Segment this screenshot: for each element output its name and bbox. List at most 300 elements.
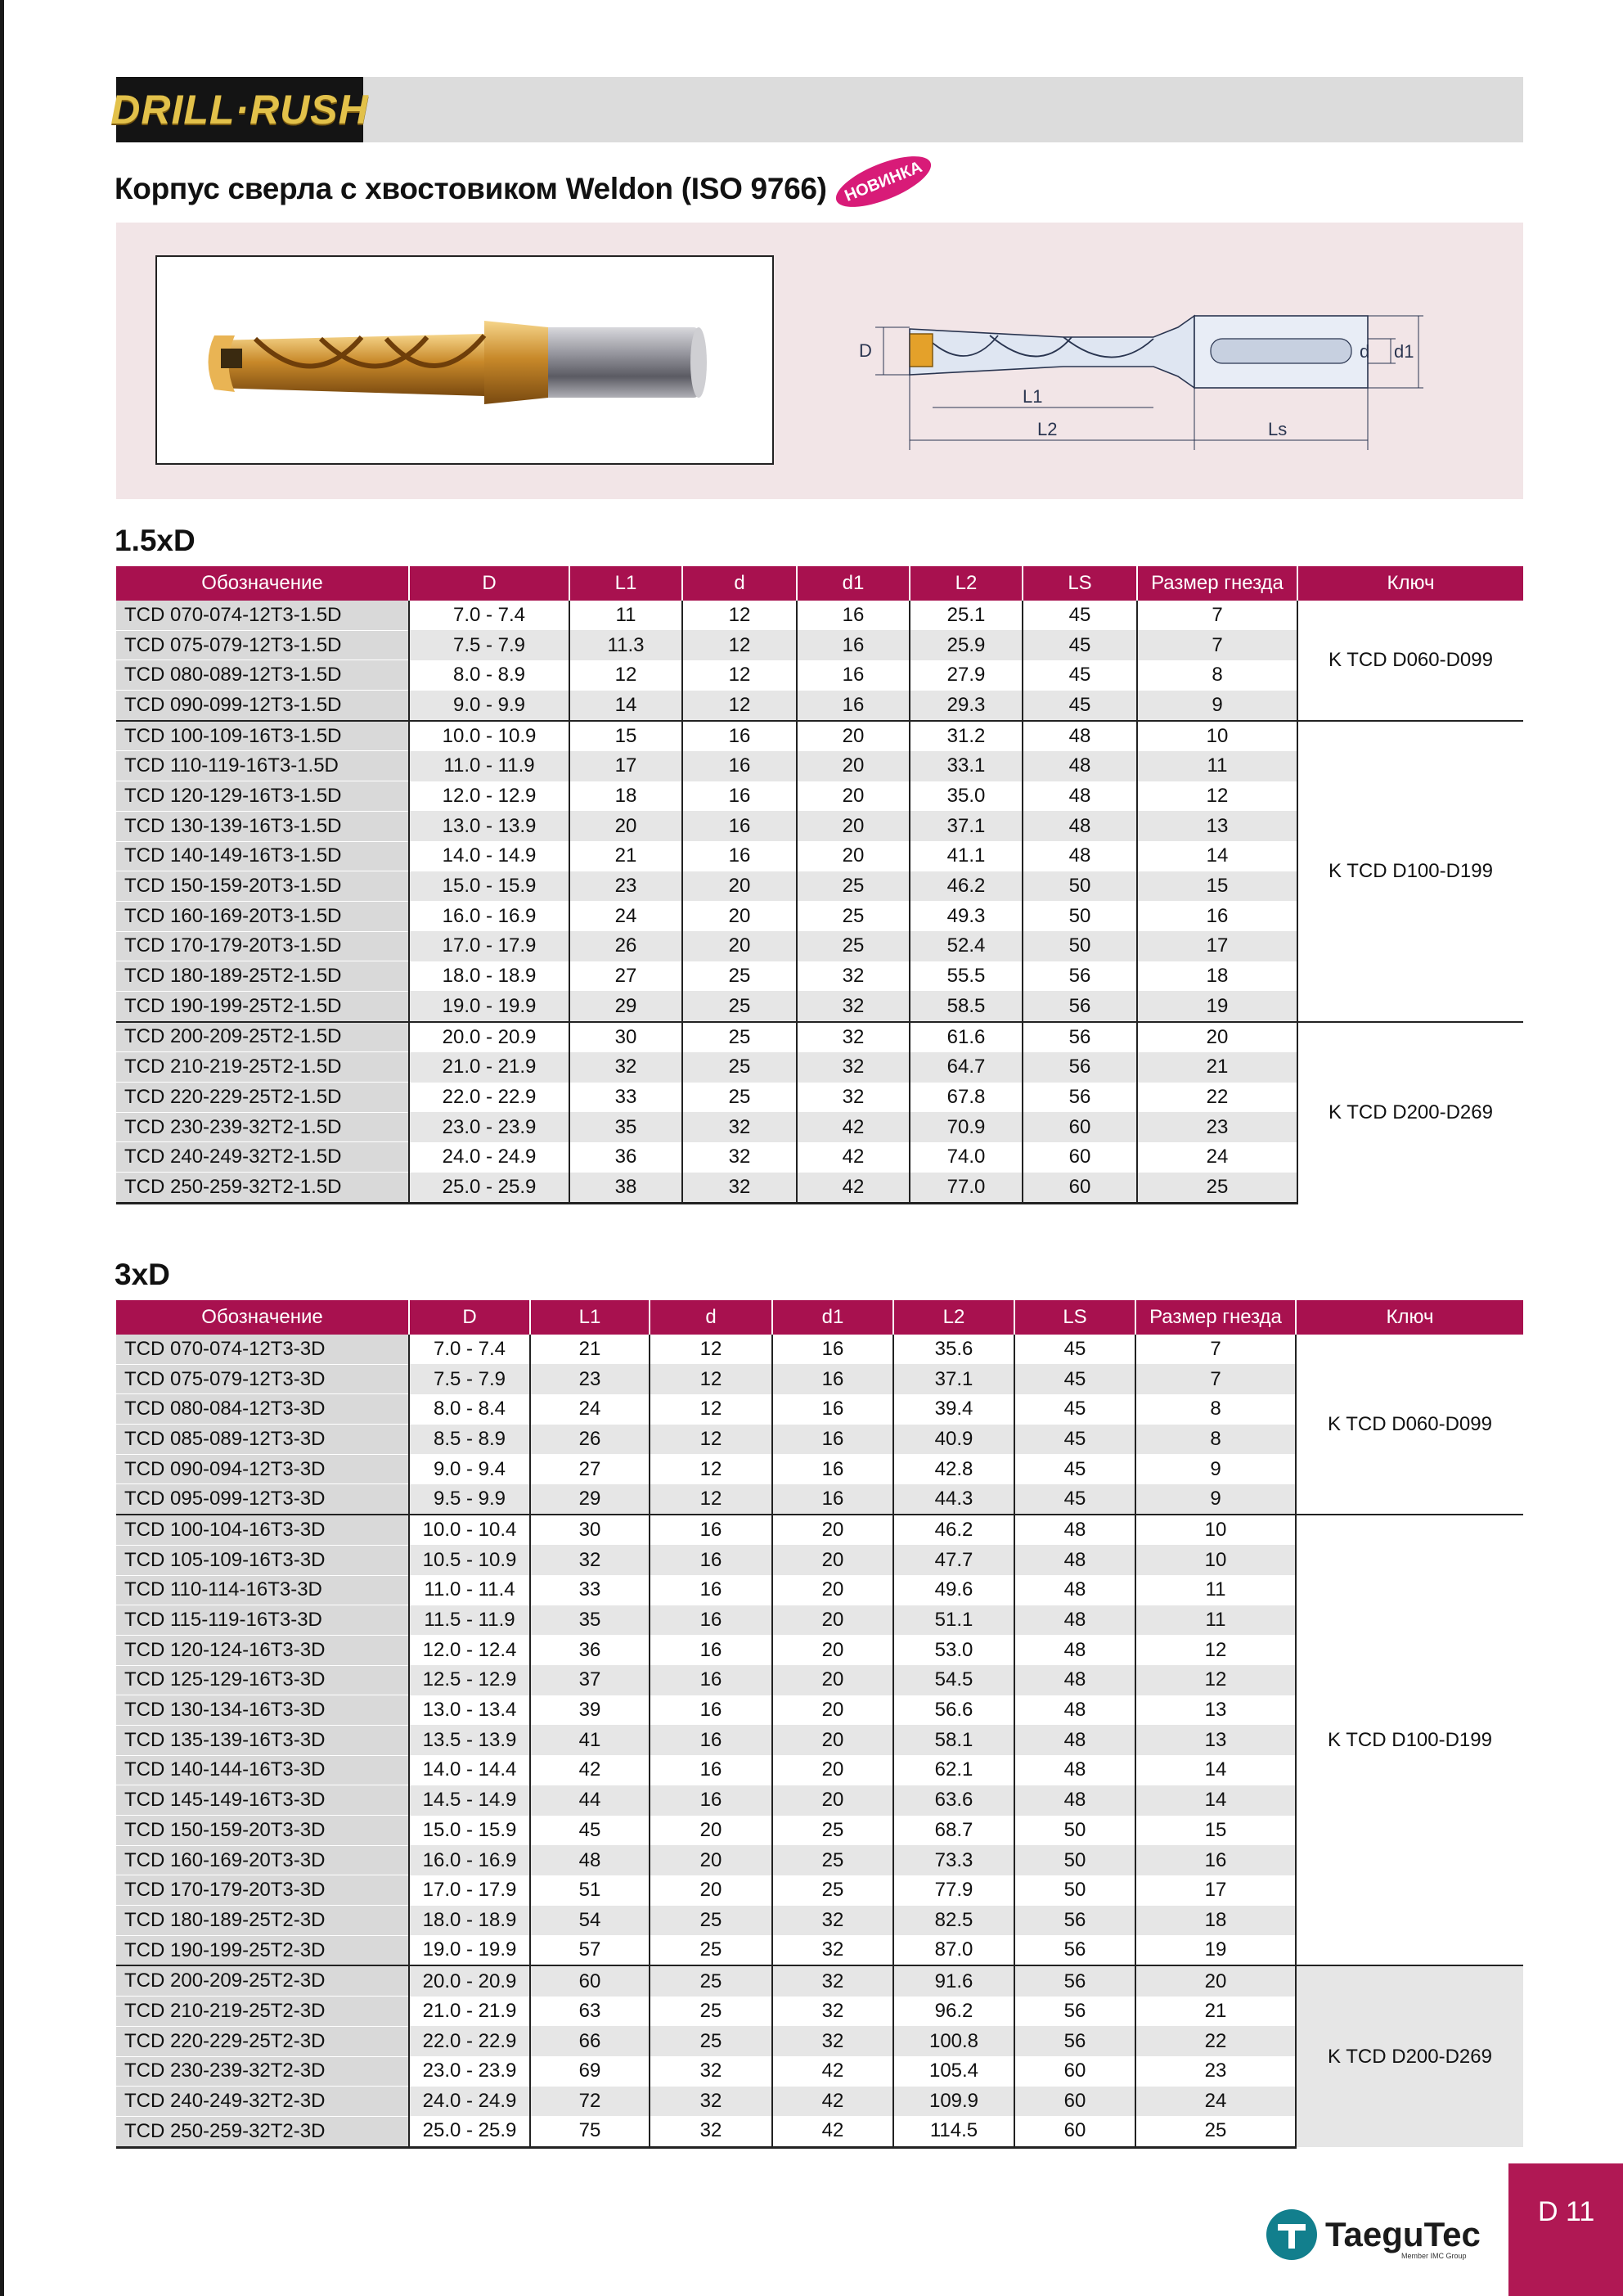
value-cell: 48 <box>1014 1725 1135 1755</box>
value-cell: 25.0 - 25.9 <box>409 1173 569 1204</box>
value-cell: 45 <box>1014 1484 1135 1515</box>
part-code-cell: TCD 130-134-16T3-3D <box>116 1695 409 1726</box>
value-cell: 37.1 <box>893 1364 1014 1394</box>
value-cell: 25 <box>772 1816 893 1846</box>
part-code-cell: TCD 240-249-32T2-1.5D <box>116 1142 409 1173</box>
value-cell: 105.4 <box>893 2056 1014 2087</box>
value-cell: 73.3 <box>893 1845 1014 1875</box>
svg-text:d1: d1 <box>1394 341 1414 362</box>
value-cell: 64.7 <box>910 1052 1023 1083</box>
part-code-cell: TCD 170-179-20T3-1.5D <box>116 931 409 961</box>
page-edge <box>0 0 4 2296</box>
value-cell: 19.0 - 19.9 <box>409 991 569 1021</box>
value-cell: 61.6 <box>910 1022 1023 1052</box>
value-cell: 68.7 <box>893 1816 1014 1846</box>
value-cell: 16 <box>772 1394 893 1425</box>
value-cell: 48 <box>1014 1785 1135 1816</box>
value-cell: 25 <box>682 1052 797 1083</box>
value-cell: 24 <box>530 1394 650 1425</box>
value-cell: 45 <box>1014 1454 1135 1484</box>
value-cell: 16 <box>682 721 797 751</box>
value-cell: 15.0 - 15.9 <box>409 1816 530 1846</box>
value-cell: 56 <box>1014 1997 1135 2027</box>
value-cell: 12 <box>1135 1635 1296 1665</box>
value-cell: 11.5 - 11.9 <box>409 1605 530 1636</box>
value-cell: 47.7 <box>893 1545 1014 1575</box>
value-cell: 19 <box>1135 1935 1296 1965</box>
drill-photo <box>155 255 774 465</box>
value-cell: 20 <box>650 1845 772 1875</box>
value-cell: 25.1 <box>910 601 1023 630</box>
value-cell: 11 <box>1135 1605 1296 1636</box>
value-cell: 44.3 <box>893 1484 1014 1515</box>
value-cell: 20 <box>772 1545 893 1575</box>
value-cell: 20 <box>772 1635 893 1665</box>
part-code-cell: TCD 180-189-25T2-3D <box>116 1906 409 1936</box>
value-cell: 45 <box>530 1816 650 1846</box>
taegutec-mark-icon <box>1266 2209 1317 2260</box>
value-cell: 16 <box>682 841 797 871</box>
value-cell: 45 <box>1023 601 1137 630</box>
value-cell: 12 <box>650 1335 772 1364</box>
value-cell: 32 <box>650 2056 772 2087</box>
value-cell: 56 <box>1023 1083 1137 1113</box>
part-code-cell: TCD 200-209-25T2-3D <box>116 1965 409 1996</box>
value-cell: 8 <box>1135 1425 1296 1455</box>
column-header: d <box>682 566 797 601</box>
value-cell: 32 <box>797 1083 910 1113</box>
value-cell: 32 <box>797 1022 910 1052</box>
value-cell: 24.0 - 24.9 <box>409 2087 530 2117</box>
value-cell: 16.0 - 16.9 <box>409 901 569 931</box>
value-cell: 45 <box>1014 1394 1135 1425</box>
value-cell: 48 <box>1023 751 1137 781</box>
part-code-cell: TCD 075-079-12T3-1.5D <box>116 630 409 660</box>
value-cell: 63 <box>530 1997 650 2027</box>
value-cell: 20 <box>1135 1965 1296 1996</box>
value-cell: 30 <box>569 1022 682 1052</box>
value-cell: 27 <box>569 961 682 992</box>
value-cell: 12 <box>650 1484 772 1515</box>
value-cell: 60 <box>1014 2087 1135 2117</box>
value-cell: 50 <box>1023 901 1137 931</box>
value-cell: 19.0 - 19.9 <box>409 1935 530 1965</box>
value-cell: 70.9 <box>910 1112 1023 1142</box>
part-code-cell: TCD 100-109-16T3-1.5D <box>116 721 409 751</box>
value-cell: 11.3 <box>569 630 682 660</box>
value-cell: 20 <box>772 1605 893 1636</box>
value-cell: 20 <box>772 1695 893 1726</box>
value-cell: 18 <box>569 781 682 812</box>
value-cell: 48 <box>1014 1635 1135 1665</box>
value-cell: 7 <box>1135 1335 1296 1364</box>
value-cell: 54.5 <box>893 1665 1014 1695</box>
part-code-cell: TCD 220-229-25T2-1.5D <box>116 1083 409 1113</box>
value-cell: 21 <box>1135 1997 1296 2027</box>
value-cell: 25.9 <box>910 630 1023 660</box>
value-cell: 9 <box>1135 1484 1296 1515</box>
value-cell: 27.9 <box>910 660 1023 691</box>
value-cell: 45 <box>1023 630 1137 660</box>
value-cell: 32 <box>772 2026 893 2056</box>
column-header: L2 <box>910 566 1023 601</box>
table-row <box>116 721 1523 751</box>
value-cell: 66 <box>530 2026 650 2056</box>
part-code-cell: TCD 090-094-12T3-3D <box>116 1454 409 1484</box>
value-cell: 91.6 <box>893 1965 1014 1996</box>
value-cell: 56 <box>1014 1935 1135 1965</box>
new-badge: НОВИНКА <box>829 146 937 217</box>
column-header: D <box>409 566 569 601</box>
value-cell: 24.0 - 24.9 <box>409 1142 569 1173</box>
value-cell: 25 <box>797 931 910 961</box>
value-cell: 60 <box>1023 1112 1137 1142</box>
value-cell: 25 <box>682 961 797 992</box>
value-cell: 20 <box>772 1515 893 1545</box>
value-cell: 17.0 - 17.9 <box>409 931 569 961</box>
svg-text:L1: L1 <box>1023 386 1043 407</box>
value-cell: 21 <box>530 1335 650 1364</box>
value-cell: 14.0 - 14.4 <box>409 1755 530 1785</box>
key-cell: K TCD D200-D269 <box>1297 1022 1523 1204</box>
value-cell: 16 <box>772 1484 893 1515</box>
part-code-cell: TCD 160-169-20T3-3D <box>116 1845 409 1875</box>
value-cell: 22 <box>1135 2026 1296 2056</box>
value-cell: 12.0 - 12.9 <box>409 781 569 812</box>
taegutec-logo: TaeguTec Member IMC Group <box>1266 2209 1481 2260</box>
value-cell: 48 <box>1014 1695 1135 1726</box>
value-cell: 25 <box>1135 2116 1296 2147</box>
value-cell: 8.0 - 8.4 <box>409 1394 530 1425</box>
value-cell: 51 <box>530 1875 650 1906</box>
value-cell: 37.1 <box>910 811 1023 841</box>
table-header-row <box>116 566 1523 601</box>
value-cell: 8.0 - 8.9 <box>409 660 569 691</box>
key-cell: K TCD D060-D099 <box>1297 601 1523 721</box>
value-cell: 60 <box>530 1965 650 1996</box>
value-cell: 17 <box>1137 931 1297 961</box>
value-cell: 10 <box>1135 1515 1296 1545</box>
column-header: Ключ <box>1296 1300 1523 1335</box>
value-cell: 25 <box>797 871 910 902</box>
value-cell: 16 <box>682 781 797 812</box>
value-cell: 35.6 <box>893 1335 1014 1364</box>
drill-rush-logo: DRILL·RUSH <box>116 77 363 142</box>
column-header: Размер гнезда <box>1137 566 1297 601</box>
value-cell: 22.0 - 22.9 <box>409 1083 569 1113</box>
value-cell: 16 <box>1137 901 1297 931</box>
part-code-cell: TCD 135-139-16T3-3D <box>116 1725 409 1755</box>
value-cell: 24 <box>1137 1142 1297 1173</box>
value-cell: 14 <box>1135 1785 1296 1816</box>
value-cell: 25 <box>1137 1173 1297 1204</box>
value-cell: 56.6 <box>893 1695 1014 1726</box>
value-cell: 31.2 <box>910 721 1023 751</box>
value-cell: 20 <box>682 871 797 902</box>
value-cell: 25 <box>650 1965 772 1996</box>
column-header: D <box>409 1300 530 1335</box>
table-header-row <box>116 1300 1523 1335</box>
value-cell: 25 <box>772 1875 893 1906</box>
value-cell: 16 <box>650 1785 772 1816</box>
value-cell: 16 <box>650 1515 772 1545</box>
value-cell: 48 <box>1014 1515 1135 1545</box>
table-row <box>116 1965 1523 1996</box>
value-cell: 22.0 - 22.9 <box>409 2026 530 2056</box>
value-cell: 51.1 <box>893 1605 1014 1636</box>
value-cell: 20 <box>797 841 910 871</box>
value-cell: 25 <box>772 1845 893 1875</box>
value-cell: 12 <box>682 630 797 660</box>
part-code-cell: TCD 110-119-16T3-1.5D <box>116 751 409 781</box>
value-cell: 16 <box>772 1454 893 1484</box>
svg-text:L2: L2 <box>1037 419 1058 439</box>
value-cell: 48 <box>1023 721 1137 751</box>
value-cell: 29 <box>530 1484 650 1515</box>
part-code-cell: TCD 230-239-32T2-3D <box>116 2056 409 2087</box>
value-cell: 33 <box>530 1575 650 1605</box>
value-cell: 20 <box>772 1785 893 1816</box>
value-cell: 41.1 <box>910 841 1023 871</box>
value-cell: 11.0 - 11.4 <box>409 1575 530 1605</box>
value-cell: 16 <box>772 1425 893 1455</box>
value-cell: 12 <box>682 601 797 630</box>
value-cell: 20 <box>797 811 910 841</box>
value-cell: 20 <box>682 931 797 961</box>
value-cell: 100.8 <box>893 2026 1014 2056</box>
value-cell: 30 <box>530 1515 650 1545</box>
value-cell: 12 <box>650 1425 772 1455</box>
part-code-cell: TCD 180-189-25T2-1.5D <box>116 961 409 992</box>
value-cell: 41 <box>530 1725 650 1755</box>
value-cell: 60 <box>1023 1173 1137 1204</box>
value-cell: 63.6 <box>893 1785 1014 1816</box>
value-cell: 15 <box>1135 1816 1296 1846</box>
part-code-cell: TCD 230-239-32T2-1.5D <box>116 1112 409 1142</box>
value-cell: 11 <box>569 601 682 630</box>
value-cell: 48 <box>1014 1605 1135 1636</box>
value-cell: 46.2 <box>893 1515 1014 1545</box>
key-cell: K TCD D060-D099 <box>1296 1335 1523 1515</box>
key-cell: K TCD D100-D199 <box>1297 721 1523 1022</box>
column-header: Ключ <box>1297 566 1523 601</box>
svg-text:d: d <box>1360 341 1370 362</box>
value-cell: 17 <box>1135 1875 1296 1906</box>
value-cell: 16 <box>650 1755 772 1785</box>
part-code-cell: TCD 075-079-12T3-3D <box>116 1364 409 1394</box>
value-cell: 35 <box>530 1605 650 1636</box>
value-cell: 12 <box>682 660 797 691</box>
value-cell: 17 <box>569 751 682 781</box>
value-cell: 36 <box>530 1635 650 1665</box>
value-cell: 42 <box>772 2056 893 2087</box>
value-cell: 32 <box>682 1142 797 1173</box>
part-code-cell: TCD 210-219-25T2-3D <box>116 1997 409 2027</box>
value-cell: 16 <box>797 630 910 660</box>
table-row <box>116 1515 1523 1545</box>
value-cell: 12 <box>1135 1665 1296 1695</box>
value-cell: 32 <box>650 2116 772 2147</box>
value-cell: 11 <box>1135 1575 1296 1605</box>
part-code-cell: TCD 130-139-16T3-1.5D <box>116 811 409 841</box>
part-code-cell: TCD 150-159-20T3-1.5D <box>116 871 409 902</box>
value-cell: 16 <box>1135 1845 1296 1875</box>
part-code-cell: TCD 070-074-12T3-3D <box>116 1335 409 1364</box>
value-cell: 9.0 - 9.4 <box>409 1454 530 1484</box>
value-cell: 10.5 - 10.9 <box>409 1545 530 1575</box>
value-cell: 7.5 - 7.9 <box>409 1364 530 1394</box>
value-cell: 16 <box>682 811 797 841</box>
value-cell: 42.8 <box>893 1454 1014 1484</box>
value-cell: 16 <box>772 1335 893 1364</box>
part-code-cell: TCD 120-129-16T3-1.5D <box>116 781 409 812</box>
value-cell: 40.9 <box>893 1425 1014 1455</box>
value-cell: 48 <box>1014 1755 1135 1785</box>
value-cell: 56 <box>1014 1965 1135 1996</box>
value-cell: 45 <box>1014 1335 1135 1364</box>
column-header: d1 <box>797 566 910 601</box>
value-cell: 12 <box>650 1454 772 1484</box>
spec-table-1-5xd <box>116 566 1523 1204</box>
value-cell: 25 <box>650 1997 772 2027</box>
value-cell: 45 <box>1014 1425 1135 1455</box>
value-cell: 13 <box>1137 811 1297 841</box>
value-cell: 35 <box>569 1112 682 1142</box>
page-number-tab <box>1508 2163 1623 2296</box>
value-cell: 33 <box>569 1083 682 1113</box>
value-cell: 32 <box>682 1173 797 1204</box>
value-cell: 49.3 <box>910 901 1023 931</box>
part-code-cell: TCD 240-249-32T2-3D <box>116 2087 409 2117</box>
value-cell: 12 <box>569 660 682 691</box>
value-cell: 16 <box>650 1545 772 1575</box>
value-cell: 20 <box>772 1755 893 1785</box>
svg-text:D: D <box>859 340 872 361</box>
value-cell: 87.0 <box>893 1935 1014 1965</box>
svg-text:Ls: Ls <box>1268 419 1288 439</box>
value-cell: 25 <box>682 1083 797 1113</box>
key-cell: K TCD D100-D199 <box>1296 1515 1523 1965</box>
value-cell: 42 <box>772 2116 893 2147</box>
value-cell: 14 <box>569 691 682 721</box>
value-cell: 12.0 - 12.4 <box>409 1635 530 1665</box>
value-cell: 14 <box>1135 1755 1296 1785</box>
value-cell: 20 <box>569 811 682 841</box>
value-cell: 25 <box>650 1935 772 1965</box>
value-cell: 20 <box>682 901 797 931</box>
value-cell: 23 <box>569 871 682 902</box>
value-cell: 13 <box>1135 1695 1296 1726</box>
value-cell: 33.1 <box>910 751 1023 781</box>
value-cell: 24 <box>569 901 682 931</box>
part-code-cell: TCD 105-109-16T3-3D <box>116 1545 409 1575</box>
value-cell: 9 <box>1135 1454 1296 1484</box>
value-cell: 39.4 <box>893 1394 1014 1425</box>
column-header: Обозначение <box>116 1300 409 1335</box>
value-cell: 9.5 - 9.9 <box>409 1484 530 1515</box>
page-title: Корпус сверла с хвостовиком Weldon (ISO 9766) <box>115 172 827 205</box>
value-cell: 75 <box>530 2116 650 2147</box>
value-cell: 32 <box>797 991 910 1021</box>
value-cell: 32 <box>772 1906 893 1936</box>
page-number: D 11 <box>1538 2196 1595 2227</box>
value-cell: 37 <box>530 1665 650 1695</box>
value-cell: 21.0 - 21.9 <box>409 1997 530 2027</box>
value-cell: 12 <box>650 1394 772 1425</box>
value-cell: 60 <box>1023 1142 1137 1173</box>
part-code-cell: TCD 070-074-12T3-1.5D <box>116 601 409 630</box>
value-cell: 20 <box>797 751 910 781</box>
column-header: L1 <box>569 566 682 601</box>
table-row <box>116 1335 1523 1364</box>
value-cell: 32 <box>682 1112 797 1142</box>
value-cell: 42 <box>772 2087 893 2117</box>
value-cell: 12 <box>682 691 797 721</box>
value-cell: 10 <box>1137 721 1297 751</box>
value-cell: 10 <box>1135 1545 1296 1575</box>
value-cell: 38 <box>569 1173 682 1204</box>
value-cell: 53.0 <box>893 1635 1014 1665</box>
value-cell: 23 <box>1137 1112 1297 1142</box>
value-cell: 42 <box>530 1755 650 1785</box>
value-cell: 58.1 <box>893 1725 1014 1755</box>
value-cell: 20 <box>772 1665 893 1695</box>
value-cell: 16 <box>650 1605 772 1636</box>
value-cell: 32 <box>569 1052 682 1083</box>
value-cell: 24 <box>1135 2087 1296 2117</box>
value-cell: 49.6 <box>893 1575 1014 1605</box>
value-cell: 21.0 - 21.9 <box>409 1052 569 1083</box>
value-cell: 32 <box>772 1935 893 1965</box>
value-cell: 7.0 - 7.4 <box>409 1335 530 1364</box>
value-cell: 16 <box>797 601 910 630</box>
value-cell: 16 <box>650 1725 772 1755</box>
column-header: d1 <box>772 1300 893 1335</box>
value-cell: 32 <box>530 1545 650 1575</box>
part-code-cell: TCD 090-099-12T3-1.5D <box>116 691 409 721</box>
value-cell: 25.0 - 25.9 <box>409 2116 530 2147</box>
value-cell: 8.5 - 8.9 <box>409 1425 530 1455</box>
value-cell: 25 <box>682 991 797 1021</box>
column-header: L1 <box>530 1300 650 1335</box>
value-cell: 58.5 <box>910 991 1023 1021</box>
value-cell: 20 <box>772 1725 893 1755</box>
value-cell: 7 <box>1137 630 1297 660</box>
value-cell: 29 <box>569 991 682 1021</box>
value-cell: 23 <box>530 1364 650 1394</box>
value-cell: 16 <box>650 1695 772 1726</box>
column-header: L2 <box>893 1300 1014 1335</box>
value-cell: 26 <box>569 931 682 961</box>
value-cell: 32 <box>797 1052 910 1083</box>
value-cell: 14.5 - 14.9 <box>409 1785 530 1816</box>
value-cell: 50 <box>1014 1816 1135 1846</box>
value-cell: 36 <box>569 1142 682 1173</box>
part-code-cell: TCD 080-084-12T3-3D <box>116 1394 409 1425</box>
column-header: Обозначение <box>116 566 409 601</box>
value-cell: 56 <box>1023 1052 1137 1083</box>
value-cell: 20 <box>650 1816 772 1846</box>
value-cell: 48 <box>1014 1665 1135 1695</box>
value-cell: 48 <box>1023 781 1137 812</box>
value-cell: 25 <box>682 1022 797 1052</box>
value-cell: 32 <box>772 1997 893 2027</box>
value-cell: 18.0 - 18.9 <box>409 1906 530 1936</box>
value-cell: 11 <box>1137 751 1297 781</box>
value-cell: 21 <box>569 841 682 871</box>
value-cell: 17.0 - 17.9 <box>409 1875 530 1906</box>
value-cell: 23.0 - 23.9 <box>409 1112 569 1142</box>
